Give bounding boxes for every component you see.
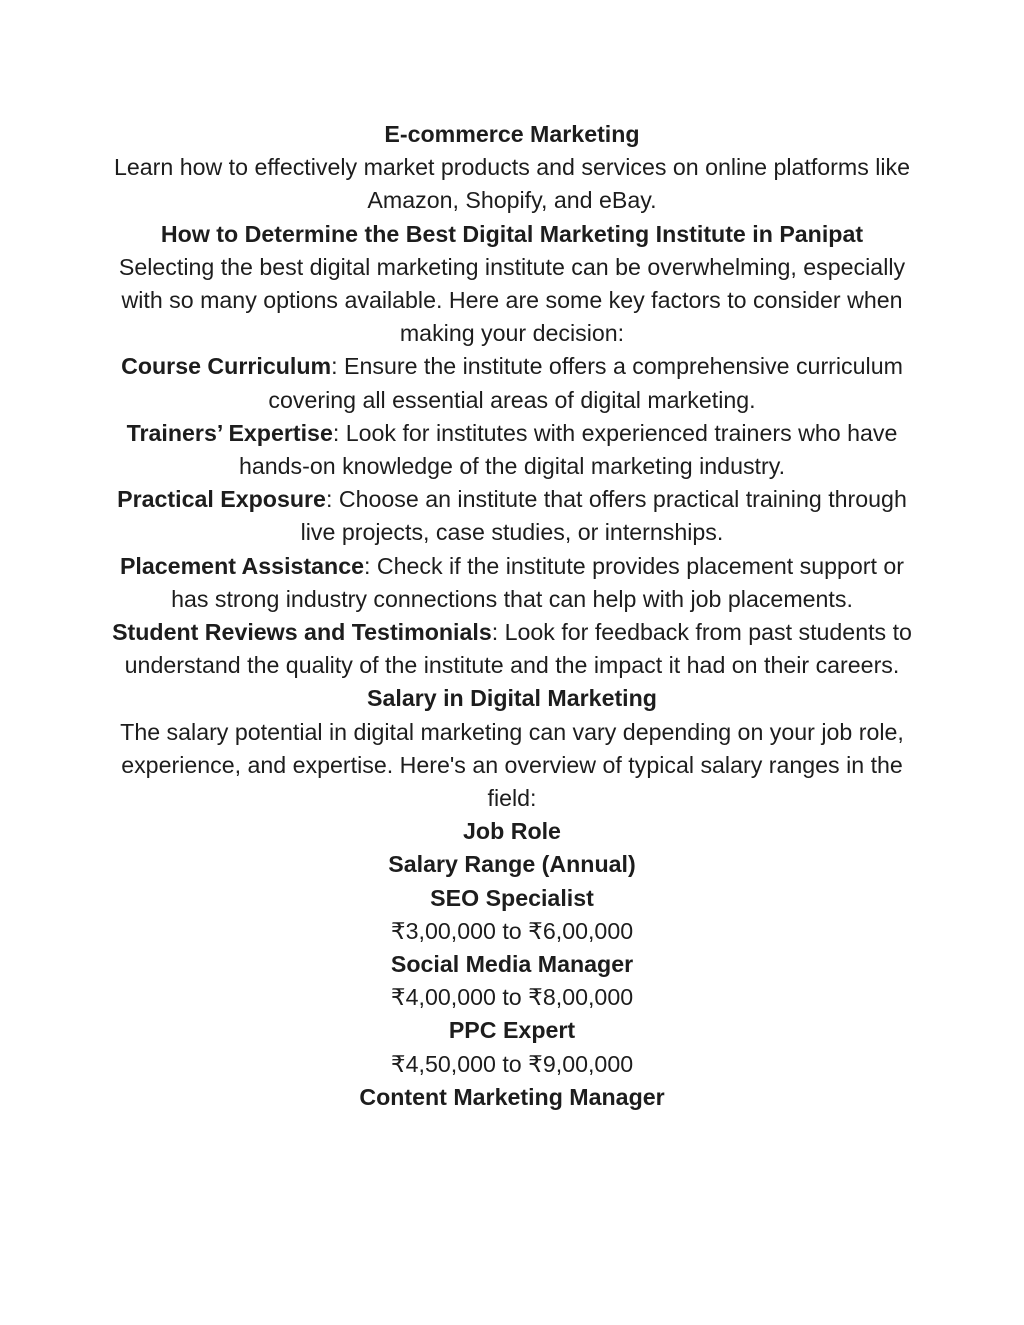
- salary-range: ₹4,50,000 to ₹9,00,000: [390, 1050, 634, 1077]
- factor-text: : Choose an institute that offers practical training through live projects, case studies, or internships.: [300, 486, 907, 546]
- salary-role: SEO Specialist: [430, 884, 594, 911]
- factor-text: : Check if the institute provides placement support or has strong industry connections that can help with job placements.: [171, 552, 905, 612]
- factor-placement-assistance: [112, 550, 912, 616]
- factor-student-reviews: [112, 616, 912, 682]
- salary-role: PPC Expert: [448, 1017, 576, 1044]
- salary-col-range: Salary Range (Annual): [388, 851, 636, 878]
- salary-role: Content Marketing Manager: [359, 1083, 665, 1110]
- ecommerce-body: Learn how to effectively market products and services on online platforms like Amazon, Shopify, and eBay.: [113, 154, 911, 214]
- factor-trainers-expertise: [112, 417, 912, 483]
- document-page: [112, 118, 912, 1114]
- salary-heading: Salary in Digital Marketing: [367, 685, 657, 712]
- salary-role: Social Media Manager: [390, 951, 634, 978]
- factor-term: Course Curriculum: [121, 353, 332, 380]
- ecommerce-heading: E-commerce Marketing: [384, 121, 640, 147]
- factor-text: : Look for feedback from past students to understand the quality of the institute and the impact it had on their careers.: [124, 619, 912, 679]
- salary-range: ₹3,00,000 to ₹6,00,000: [390, 917, 634, 944]
- salary-intro: The salary potential in digital marketing can vary depending on your job role, experience, and expertise. Here's an overview of typical salary ranges in the field:: [120, 718, 904, 812]
- salary-range: ₹4,00,000 to ₹8,00,000: [390, 984, 634, 1011]
- factor-term: Practical Exposure: [117, 486, 326, 513]
- salary-col-role: Job Role: [463, 818, 561, 845]
- determine-heading: How to Determine the Best Digital Marketing Institute in Panipat: [160, 220, 864, 247]
- factor-text: : Look for institutes with experienced trainers who have hands-on knowledge of the digital marketing industry.: [238, 419, 898, 480]
- factor-term: Student Reviews and Testimonials: [112, 619, 492, 646]
- determine-intro: Selecting the best digital marketing institute can be overwhelming, especially with so many options available. Here are some key factors to consider when making your decision:: [118, 253, 906, 347]
- factor-course-curriculum: [112, 350, 912, 416]
- factor-term: Placement Assistance: [119, 552, 364, 579]
- factor-term: Trainers’ Expertise: [126, 419, 333, 446]
- factor-text: : Ensure the institute offers a comprehensive curriculum covering all essential areas of digital marketing.: [268, 353, 903, 413]
- factor-practical-exposure: [112, 483, 912, 549]
